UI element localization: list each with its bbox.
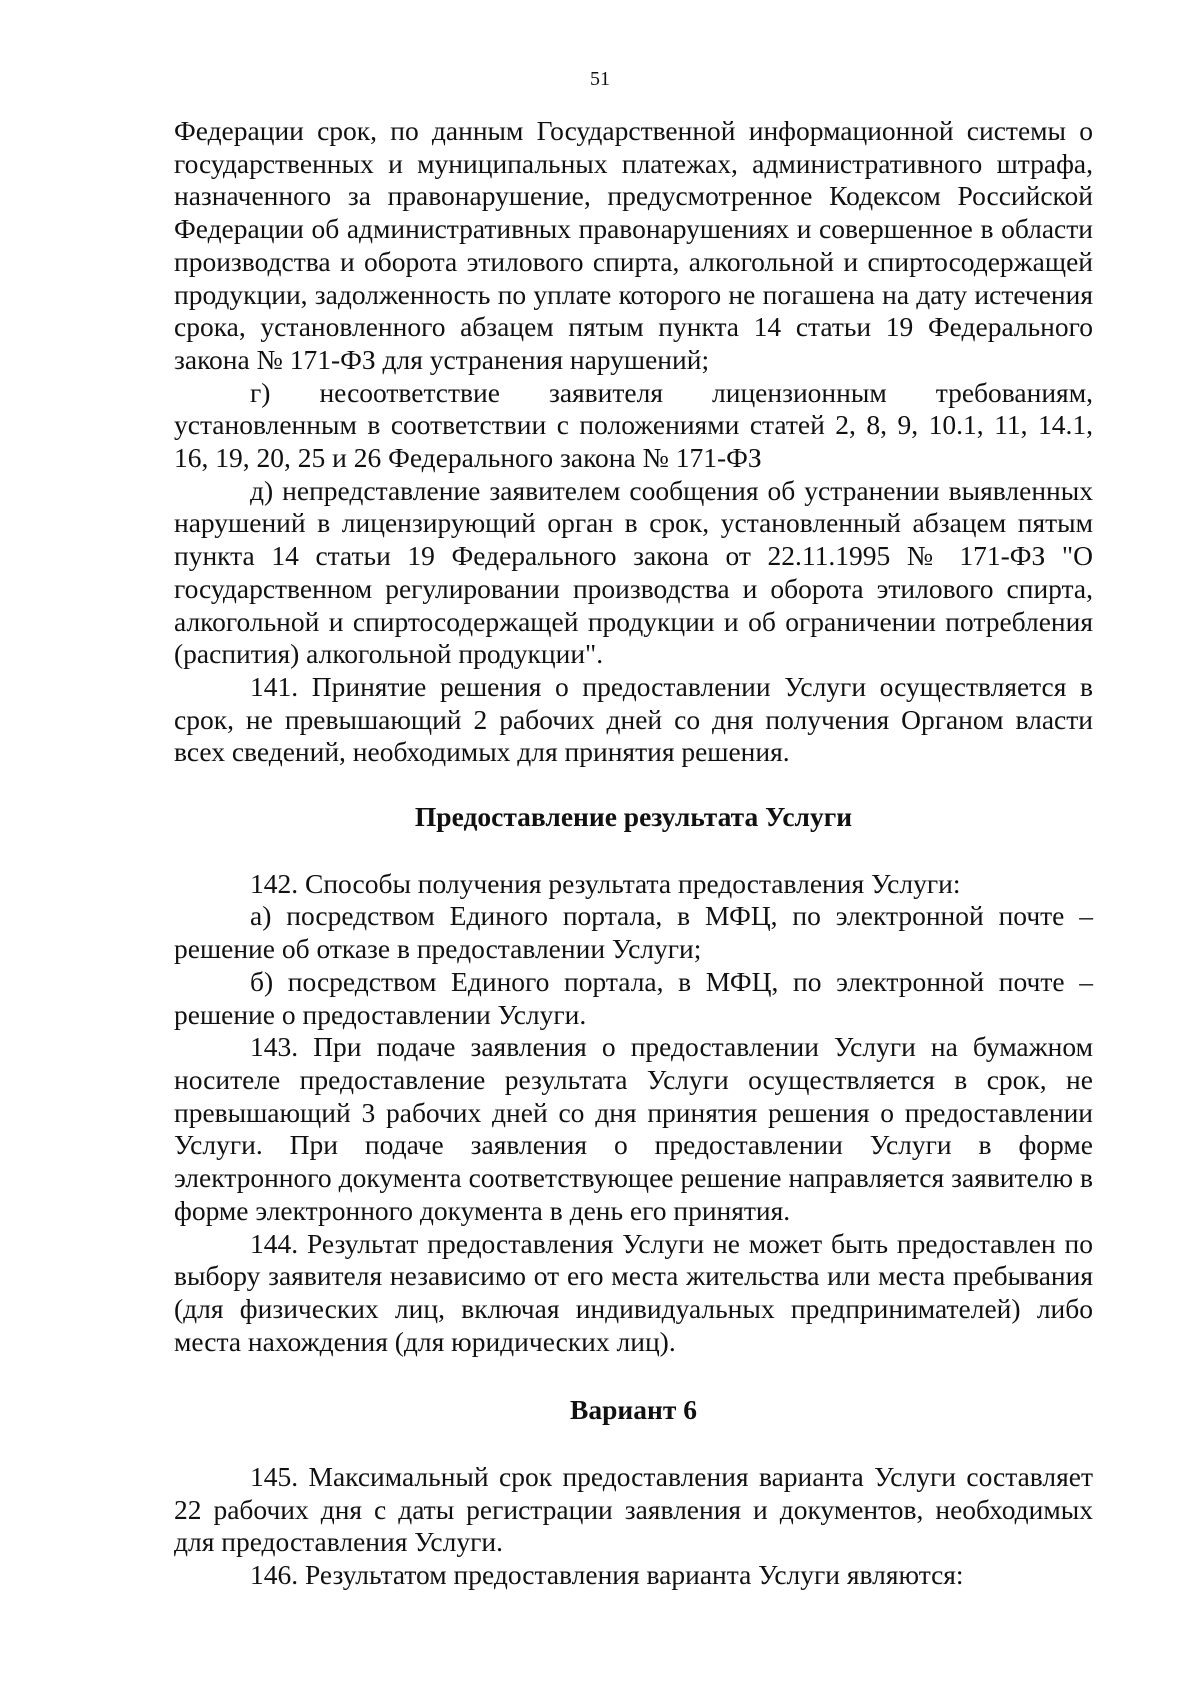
page-number: 51 xyxy=(590,68,610,90)
paragraph-item-b: б) посредством Единого портала, в МФЦ, по электронной почте – решение о предоставлении Услуги. xyxy=(174,965,1093,1030)
page-content xyxy=(174,115,1093,1592)
paragraph-141: 141. Принятие решения о предоставлении Услуги осуществляется в срок, не превышающий 2 рабочих дней со дня получения Органом власти всех сведений, необходимых для принятия решения. xyxy=(174,670,1093,768)
paragraph-item-a: а) посредством Единого портала, в МФЦ, по электронной почте – решение об отказе в предоставлении Услуги; xyxy=(174,900,1093,965)
paragraph-145: 145. Максимальный срок предоставления варианта Услуги составляет 22 рабочих дня с даты регистрации заявления и документов, необходимых для предоставления Услуги. xyxy=(174,1461,1093,1558)
section-heading-result: Предоставление результата Услуги xyxy=(414,801,853,833)
section-heading-variant-6: Вариант 6 xyxy=(570,1394,697,1426)
paragraph-144: 144. Результат предоставления Услуги не может быть предоставлен по выбору заявителя независимо от его места жительства или места пребывания (для физических лиц, включая индивидуальных предпринимателей) либо места нахождения (для юридических лиц). xyxy=(174,1227,1093,1357)
paragraph-146: 146. Результатом предоставления варианта Услуги являются: xyxy=(250,1559,964,1591)
paragraph-continuation: Федерации срок, по данным Государственной информационной системы о государственных и муниципальных платежах, административного штрафа, назначенного за правонарушение, предусмотренное Кодексом Российской Федерации об административных правонарушениях и совершенное в области производства и оборота этилового спирта, алкогольной и спиртосодержащей продукции, задолженность по уплате которого не погашена на дату истечения срока, установленного абзацем пятым пункта 14 статьи 19 Федерального закона № 171-ФЗ для устранения нарушений; xyxy=(174,115,1093,375)
paragraph-item-d: д) непредставление заявителем сообщения об устранении выявленных нарушений в лицензирующий орган в срок, установленный абзацем пятым пункта 14 статьи 19 Федерального закона от 22.11.1995 № 171-ФЗ "О государственном регулировании производства и оборота этилового спирта, алкогольной и спиртосодержащей продукции и об ограничении потребления (распития) алкогольной продукции". xyxy=(174,474,1093,670)
paragraph-143: 143. При подаче заявления о предоставлении Услуги на бумажном носителе предоставление результата Услуги осуществляется в срок, не превышающий 3 рабочих дней со дня принятия решения о предоставлении Услуги. При подаче заявления о предоставлении Услуги в форме электронного документа соответствующее решение направляется заявителю в форме электронного документа в день его принятия. xyxy=(174,1031,1093,1226)
paragraph-item-g: г) несоответствие заявителя лицензионным требованиям, установленным в соответствии с положениями статей 2, 8, 9, 10.1, 11, 14.1, 16, 19, 20, 25 и 26 Федерального закона № 171-ФЗ xyxy=(174,376,1093,474)
paragraph-142: 142. Способы получения результата предоставления Услуги: xyxy=(250,867,961,899)
